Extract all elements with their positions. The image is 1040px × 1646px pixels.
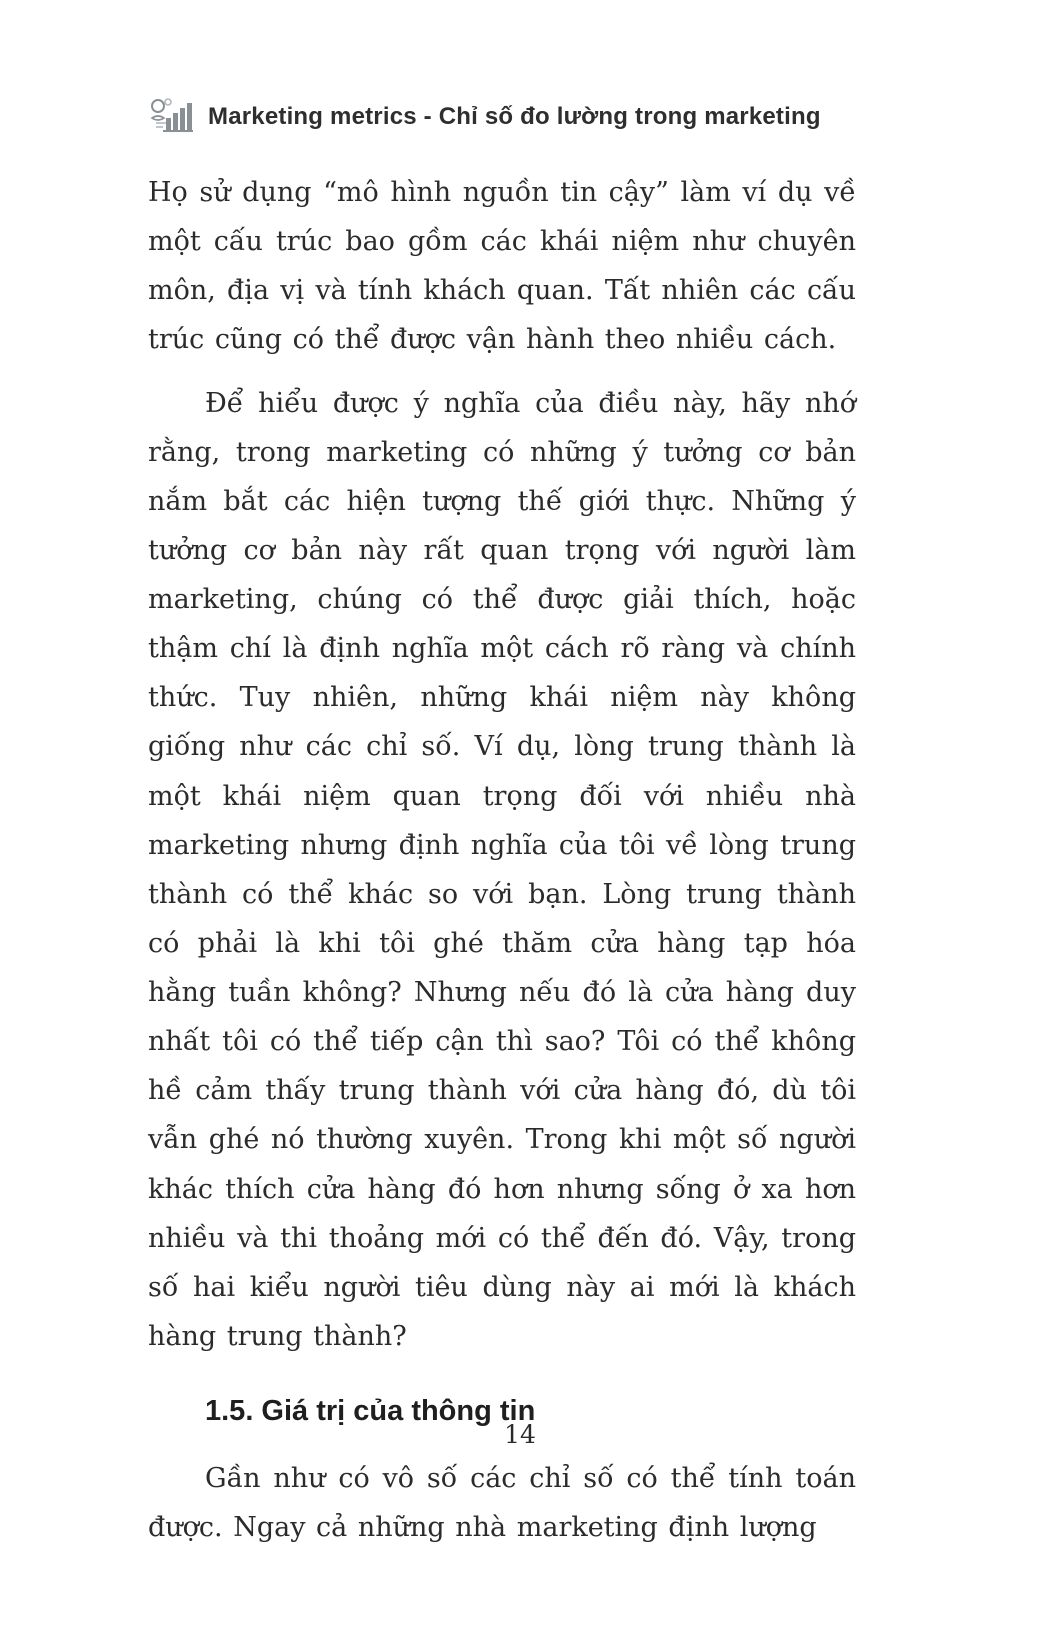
paragraph-countless-metrics: Gần như có vô số các chỉ số có thể tính toán được. Ngay cả những nhà marketing định lượng (148, 1463, 856, 1544)
page-body (148, 168, 856, 1552)
chart-magnifier-icon (148, 96, 194, 138)
section-heading-value-of-information: 1.5. Giá trị của thông tin (205, 1395, 536, 1427)
page-header (148, 96, 860, 138)
paragraph-loyalty-concept: Để hiểu được ý nghĩa của điều này, hãy nhớ rằng, trong marketing có những ý tưởng cơ bản nắm bắt các hiện tượng thế giới thực. Những ý tưởng cơ bản này rất quan trọng với người làm marketing, chúng có thể được giải thích, hoặc thậm chí là định nghĩa một cách rõ ràng và chính thức. Tuy nhiên, những khái niệm này không giống như các chỉ số. Ví dụ, lòng trung thành là một khái niệm quan trọng đối với nhiều nhà marketing nhưng định nghĩa của tôi về lòng trung thành có thể khác so với bạn. Lòng trung thành có phải là khi tôi ghé thăm cửa hàng tạp hóa hằng tuần không? Nhưng nếu đó là cửa hàng duy nhất tôi có thể tiếp cận thì sao? Tôi có thể không hề cảm thấy trung thành với cửa hàng đó, dù tôi vẫn ghé nó thường xuyên. Trong khi một số người khác thích cửa hàng đó hơn nhưng sống ở xa hơn nhiều và thi thoảng mới có thể đến đó. Vậy, trong số hai kiểu người tiêu dùng này ai mới là khách hàng trung thành? (148, 387, 856, 1352)
running-header-title: Marketing metrics - Chỉ số đo lường trong marketing (208, 103, 821, 130)
page-footer (0, 1420, 1040, 1449)
page-number: 14 (504, 1420, 536, 1449)
paragraph-credibility-model: Họ sử dụng “mô hình nguồn tin cậy” làm ví dụ về một cấu trúc bao gồm các khái niệm như chuyên môn, địa vị và tính khách quan. Tất nhiên các cấu trúc cũng có thể được vận hành theo nhiều cách. (148, 177, 856, 356)
